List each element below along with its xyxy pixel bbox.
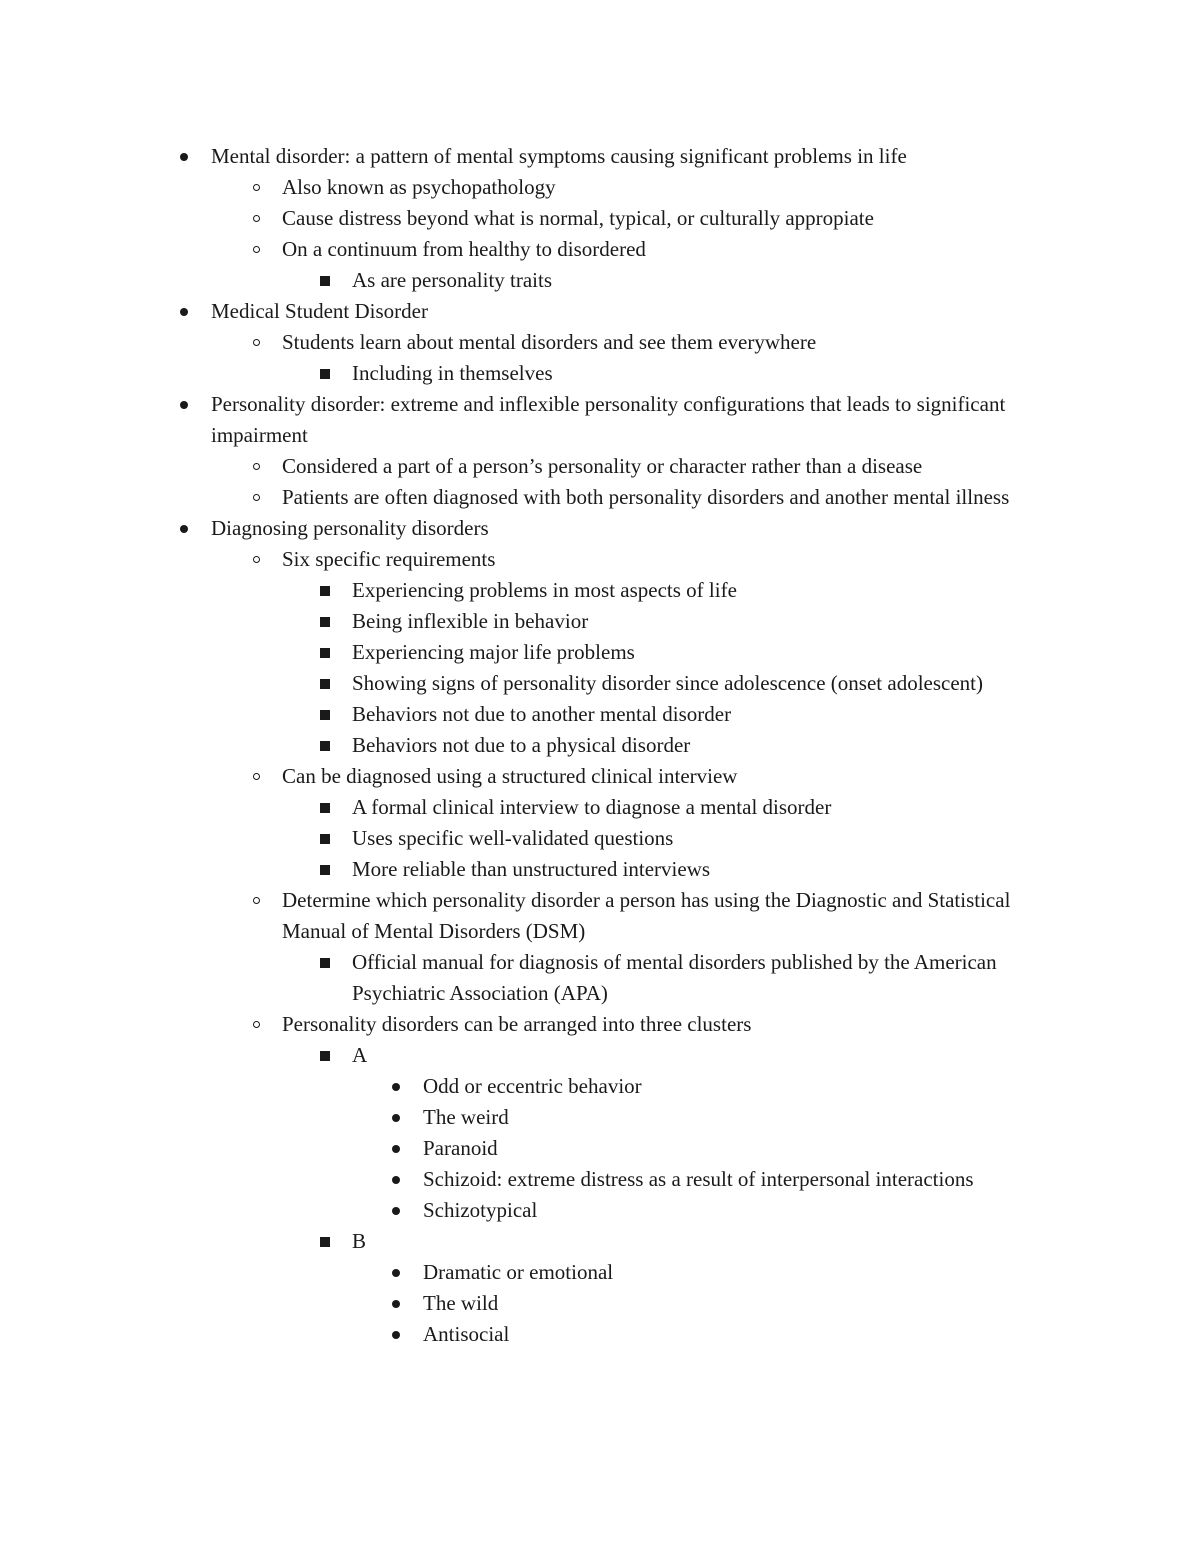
square-bullet-icon (315, 1226, 335, 1257)
list-item (0, 1133, 1200, 1164)
circle-bullet-icon (246, 885, 266, 916)
list-item (0, 1071, 1200, 1102)
disc-bullet-icon (386, 1102, 406, 1133)
list-item (0, 854, 1200, 885)
circle-bullet-icon (246, 1009, 266, 1040)
circle-bullet-icon (246, 234, 266, 265)
square-bullet-icon (315, 792, 335, 823)
list-item (0, 730, 1200, 761)
list-item-text: Also known as psychopathology (282, 175, 556, 199)
list-item (0, 792, 1200, 823)
list-item (0, 544, 1200, 575)
list-item (0, 296, 1200, 327)
list-item-text: Behaviors not due to another mental disorder (352, 702, 732, 726)
list-item-text: On a continuum from healthy to disordered (282, 237, 646, 261)
disc-bullet-icon (174, 513, 194, 544)
list-item-text: Personality disorders can be arranged into three clusters (282, 1012, 752, 1036)
list-item (0, 141, 1200, 172)
square-bullet-icon (315, 730, 335, 761)
list-item (0, 699, 1200, 730)
disc-bullet-icon (386, 1164, 406, 1195)
circle-bullet-icon (246, 761, 266, 792)
list-item (0, 234, 1200, 265)
list-item-text: Official manual for diagnosis of mental disorders published by the American Psychiatric Association (APA) (352, 950, 997, 1005)
list-item-text: The wild (423, 1291, 499, 1315)
list-item (0, 358, 1200, 389)
list-item (0, 606, 1200, 637)
circle-bullet-icon (246, 451, 266, 482)
list-item (0, 637, 1200, 668)
disc-bullet-icon (386, 1319, 406, 1350)
list-item (0, 1009, 1200, 1040)
list-item-text: The weird (423, 1105, 509, 1129)
list-item (0, 1195, 1200, 1226)
list-item-text: Determine which personality disorder a person has using the Diagnostic and Statistical Manual of Mental Disorders (DSM) (282, 888, 1011, 943)
disc-bullet-icon (386, 1257, 406, 1288)
list-item (0, 575, 1200, 606)
list-item-text: Considered a part of a person’s personality or character rather than a disease (282, 454, 923, 478)
list-item (0, 1226, 1200, 1257)
list-item-text: Odd or eccentric behavior (423, 1074, 642, 1098)
disc-bullet-icon (174, 141, 194, 172)
square-bullet-icon (315, 637, 335, 668)
square-bullet-icon (315, 668, 335, 699)
disc-bullet-icon (174, 389, 194, 420)
list-item (0, 203, 1200, 234)
list-item (0, 513, 1200, 544)
document-page (0, 141, 1200, 1350)
list-item (0, 1040, 1200, 1071)
list-item (0, 1102, 1200, 1133)
list-item (0, 451, 1200, 482)
list-item (0, 265, 1200, 296)
list-item-text: Diagnosing personality disorders (211, 516, 489, 540)
square-bullet-icon (315, 947, 335, 978)
list-item-text: Antisocial (423, 1322, 510, 1346)
circle-bullet-icon (246, 544, 266, 575)
list-item-text: Personality disorder: extreme and inflexible personality configurations that leads to significant impairment (211, 392, 1006, 447)
list-item-text: Showing signs of personality disorder since adolescence (onset adolescent) (352, 671, 983, 695)
list-item (0, 947, 1200, 1009)
list-item-text: Cause distress beyond what is normal, typical, or culturally appropiate (282, 206, 874, 230)
list-item-text: Experiencing problems in most aspects of life (352, 578, 737, 602)
list-item-text: As are personality traits (352, 268, 553, 292)
disc-bullet-icon (386, 1288, 406, 1319)
circle-bullet-icon (246, 327, 266, 358)
list-item-text: Schizoid: extreme distress as a result of interpersonal interactions (423, 1167, 974, 1191)
square-bullet-icon (315, 606, 335, 637)
circle-bullet-icon (246, 172, 266, 203)
list-item (0, 885, 1200, 947)
list-item-text: Mental disorder: a pattern of mental symptoms causing significant problems in life (211, 144, 907, 168)
list-item (0, 761, 1200, 792)
list-item-text: A (352, 1043, 368, 1067)
square-bullet-icon (315, 575, 335, 606)
square-bullet-icon (315, 823, 335, 854)
list-item-text: Experiencing major life problems (352, 640, 635, 664)
list-item (0, 172, 1200, 203)
disc-bullet-icon (386, 1133, 406, 1164)
list-item-text: Schizotypical (423, 1198, 538, 1222)
list-item-text: Six specific requirements (282, 547, 496, 571)
square-bullet-icon (315, 265, 335, 296)
list-item-text: Medical Student Disorder (211, 299, 428, 323)
list-item-text: Students learn about mental disorders and see them everywhere (282, 330, 817, 354)
list-item-text: Patients are often diagnosed with both personality disorders and another mental illness (282, 485, 1010, 509)
list-item-text: Behaviors not due to a physical disorder (352, 733, 691, 757)
disc-bullet-icon (174, 296, 194, 327)
list-item-text: Dramatic or emotional (423, 1260, 614, 1284)
circle-bullet-icon (246, 482, 266, 513)
square-bullet-icon (315, 854, 335, 885)
disc-bullet-icon (386, 1071, 406, 1102)
list-item (0, 389, 1200, 451)
disc-bullet-icon (386, 1195, 406, 1226)
square-bullet-icon (315, 358, 335, 389)
list-item-text: Can be diagnosed using a structured clinical interview (282, 764, 738, 788)
list-item (0, 823, 1200, 854)
list-item (0, 668, 1200, 699)
list-item (0, 327, 1200, 358)
list-item-text: More reliable than unstructured interviews (352, 857, 711, 881)
list-item-text: Being inflexible in behavior (352, 609, 589, 633)
list-item-text: A formal clinical interview to diagnose a mental disorder (352, 795, 832, 819)
list-item (0, 1319, 1200, 1350)
square-bullet-icon (315, 699, 335, 730)
circle-bullet-icon (246, 203, 266, 234)
list-item (0, 1288, 1200, 1319)
list-item-text: Uses specific well-validated questions (352, 826, 674, 850)
list-item-text: Paranoid (423, 1136, 498, 1160)
list-item-text: B (352, 1229, 367, 1253)
list-item-text: Including in themselves (352, 361, 553, 385)
list-item (0, 482, 1200, 513)
list-item (0, 1164, 1200, 1195)
list-item (0, 1257, 1200, 1288)
square-bullet-icon (315, 1040, 335, 1071)
